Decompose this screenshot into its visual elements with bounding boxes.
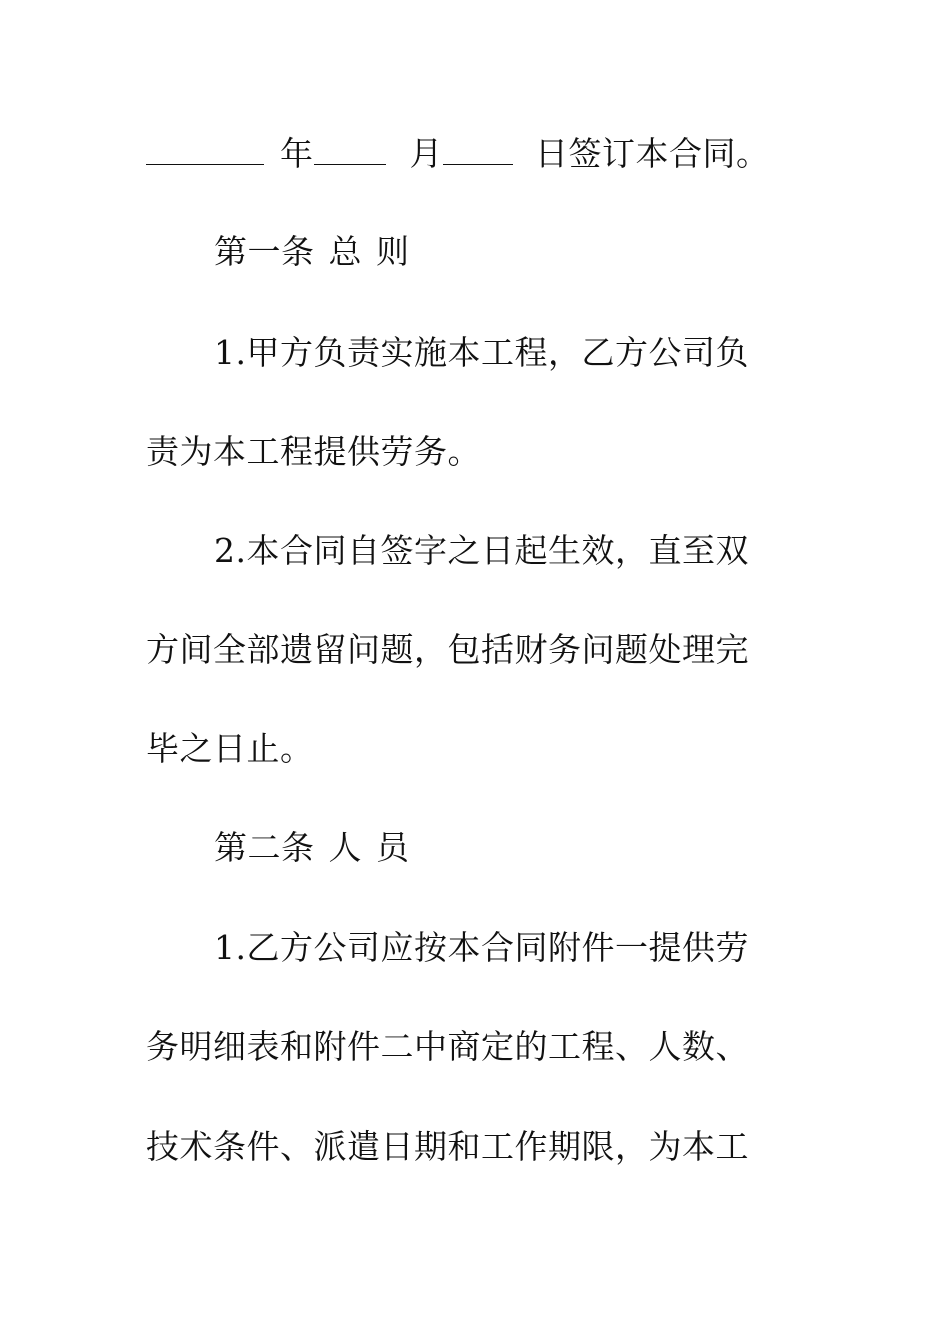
month-blank [314,134,386,165]
signing-date-line [146,134,786,174]
article-1-item-2-line-1: 2.本合同自签字之日起生效，直至双 [214,531,749,570]
article-1-number: 第一条 [214,232,315,271]
article-2-title-char-1: 人 [328,828,362,867]
article-1-item-1-line-2: 责为本工程提供劳务。 [146,432,481,471]
year-blank [146,134,264,165]
article-2-title-char-2: 员 [376,828,410,867]
article-2-heading [214,828,854,868]
article-2-item-1-line-1: 1.乙方公司应按本合同附件一提供劳 [214,928,749,967]
article-1-item-1-line-1: 1.甲方负责实施本工程，乙方公司负 [214,333,749,372]
article-1-item-2-line-2: 方间全部遗留问题，包括财务问题处理完 [146,630,749,669]
month-label: 月 [409,134,443,173]
article-2-number: 第二条 [214,828,315,867]
article-1-title-char-2: 则 [376,232,410,271]
year-label: 年 [280,134,314,173]
article-2-item-1-line-3: 技术条件、派遣日期和工作期限，为本工 [146,1127,749,1166]
day-blank [443,134,513,165]
day-label-tail: 日签订本合同。 [535,134,770,173]
article-1-heading [214,232,854,272]
article-1-title-char-1: 总 [328,232,362,271]
article-1-item-2-line-3: 毕之日止。 [146,729,314,768]
article-2-item-1-line-2: 务明细表和附件二中商定的工程、人数、 [146,1027,749,1066]
